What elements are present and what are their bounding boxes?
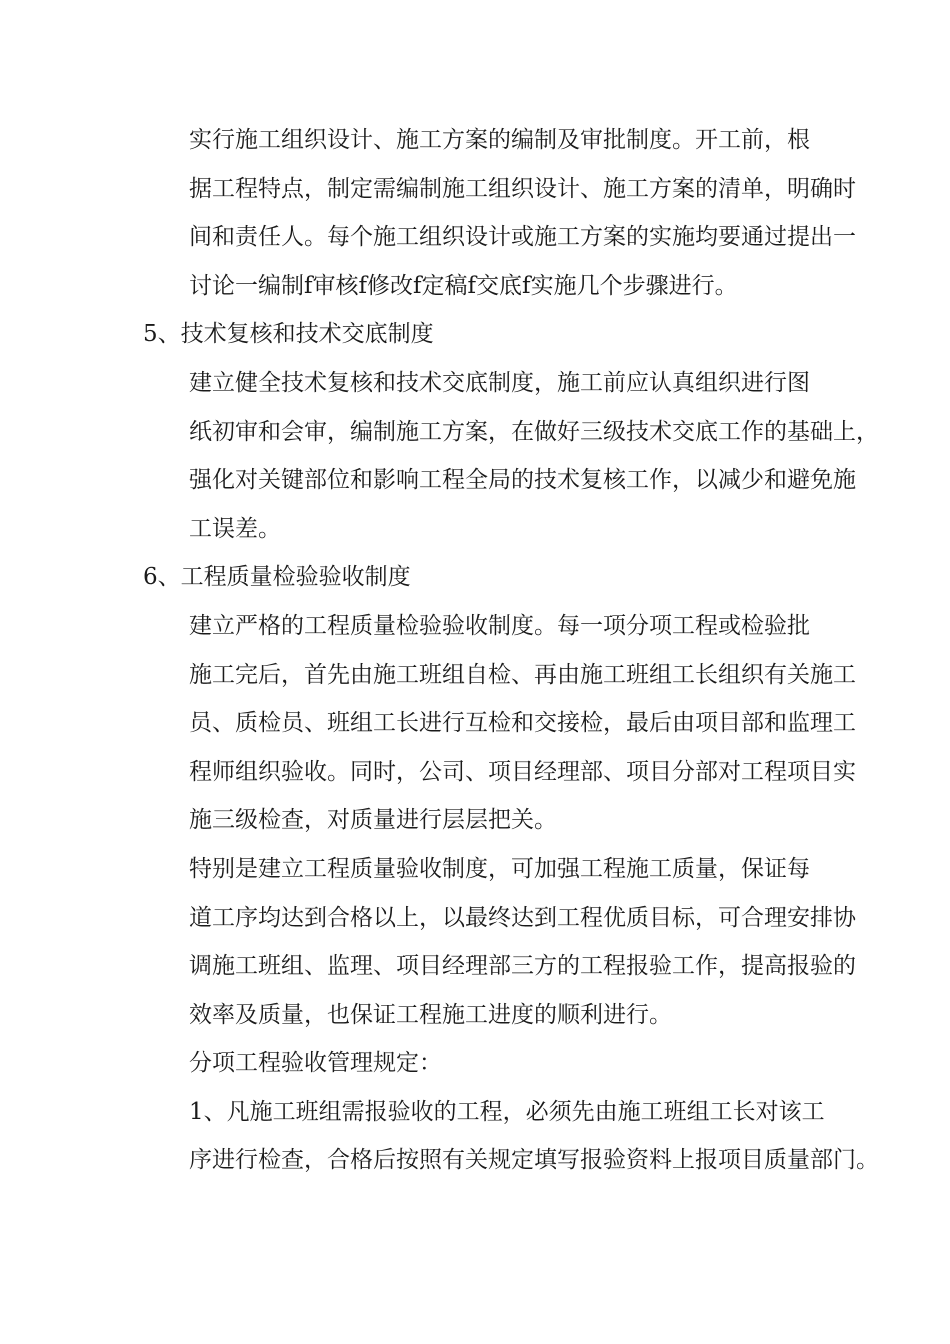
paragraph-construction-plan-approval [143, 116, 856, 310]
text-line: 工误差。 [189, 515, 281, 542]
text-line: 据工程特点，制定需编制施工组织设计、施工方案的清单，明确时 [189, 175, 856, 202]
text-line: 建立严格的工程质量检验验收制度。每一项分项工程或检验批 [189, 612, 810, 639]
section-heading-5 [143, 310, 808, 359]
text-line: 道工序均达到合格以上，以最终达到工程优质目标，可合理安排协 [189, 904, 856, 931]
text-line: 讨论一编制f审核f修改f定稿f交底f实施几个步骤进行。 [189, 272, 738, 299]
text-line: 实行施工组织设计、施工方案的编制及审批制度。开工前，根 [189, 127, 810, 153]
paragraph-technical-review [143, 359, 879, 553]
text-line: 员、质检员、班组工长进行互检和交接检，最后由项目部和监理工 [189, 710, 856, 737]
text-line: 效率及质量，也保证工程施工进度的顺利进行。 [189, 1001, 672, 1028]
document-body [143, 116, 879, 1185]
text-line: 间和责任人。每个施工组织设计或施工方案的实施均要通过提出一 [189, 224, 856, 251]
paragraph-acceptance-rules-title [143, 1039, 808, 1088]
text-line: 建立健全技术复核和技术交底制度，施工前应认真组织进行图 [189, 369, 810, 396]
text-line: 特别是建立工程质量验收制度，可加强工程施工质量，保证每 [189, 855, 810, 882]
paragraph-quality-inspection [143, 602, 856, 845]
text-line: 强化对关键部位和影响工程全局的技术复核工作，以减少和避免施 [189, 467, 856, 494]
text-line: 施工完后，首先由施工班组自检、再由施工班组工长组织有关施工 [189, 661, 856, 688]
text-line: 1、凡施工班组需报验收的工程，必须先由施工班组工长对该工 [189, 1098, 825, 1125]
text-line: 纸初审和会审，编制施工方案，在做好三级技术交底工作的基础上， [189, 418, 879, 445]
paragraph-rule-1 [143, 1088, 879, 1185]
heading-text: 6、工程质量检验验收制度 [143, 564, 411, 591]
paragraph-quality-acceptance [143, 845, 856, 1039]
text-line: 程师组织验收。同时，公司、项目经理部、项目分部对工程项目实 [189, 758, 856, 785]
text-line: 分项工程验收管理规定： [189, 1050, 442, 1077]
section-heading-6 [143, 553, 808, 602]
text-line: 施三级检查，对质量进行层层把关。 [189, 807, 557, 834]
text-line: 序进行检查，合格后按照有关规定填写报验资料上报项目质量部门。 [189, 1147, 879, 1174]
text-line: 调施工班组、监理、项目经理部三方的工程报验工作，提高报验的 [189, 953, 856, 980]
heading-text: 5、技术复核和技术交底制度 [143, 321, 434, 348]
